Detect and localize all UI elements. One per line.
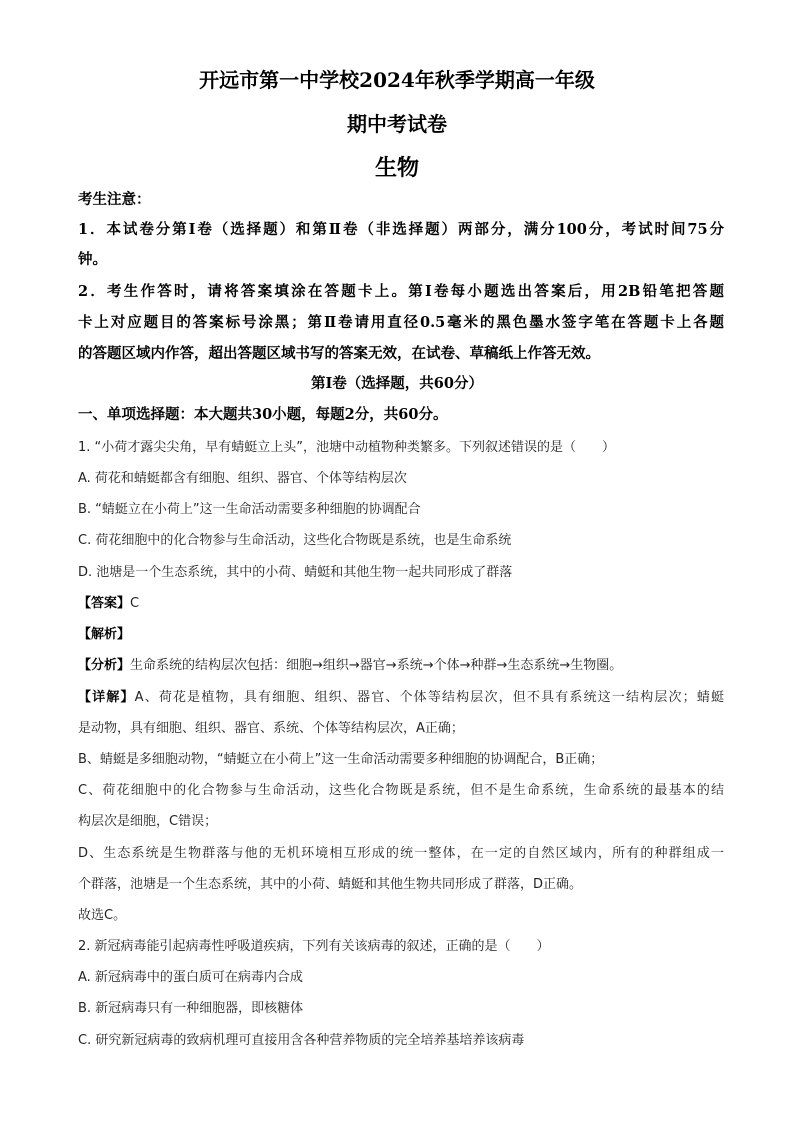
analysis-line (78, 625, 724, 645)
detail-d2: 个群落，池塘是一个生态系统，其中的小荷、蜻蜓和其他生物共同形成了群落，D正确。 (78, 877, 583, 892)
detail-line-a1 (78, 688, 724, 708)
question-2-option-a: A. 新冠病毒中的蛋白质可在病毒内合成 (78, 970, 303, 985)
question-1-option-d: D. 池塘是一个生态系统，其中的小荷、蜻蜓和其他生物一起共同形成了群落 (78, 565, 513, 580)
question-2-option-b: B. 新冠病毒只有一种细胞器，即核糖体 (78, 1001, 304, 1016)
question-1-option-c: C. 荷花细胞中的化合物参与生命活动，这些化合物既是系统，也是生命系统 (78, 533, 512, 548)
answer-line (78, 594, 724, 614)
notice-item-2-cont1: 卡上对应题目的答案标号涂黑；第Ⅱ卷请用直径0.5毫米的黑色墨水签字笔在答题卡上各题 (78, 314, 724, 331)
question-2-option-c: C. 研究新冠病毒的致病机理可直接用含各种营养物质的完全培养基培养该病毒 (78, 1033, 525, 1048)
detail-b: B、蜻蜓是多细胞动物，“蜻蜓立在小荷上”这一生命活动需要多种细胞的协调配合，B正确； (78, 752, 604, 767)
exam-title: 开远市第一中学校2024年秋季学期高一年级 (199, 68, 595, 92)
notice-item-1: 1．本试卷分第Ⅰ卷（选择题）和第Ⅱ卷（非选择题）两部分，满分100分，考试时间75分 (78, 221, 724, 238)
fenxi-tag: 【分析】 (78, 658, 131, 673)
analysis-tag: 【解析】 (78, 627, 131, 642)
question-1-stem: 1. “小荷才露尖尖角，早有蜻蜓立上头”，池塘中动植物种类繁多。下列叙述错误的是（ ） (78, 440, 616, 455)
notice-item-1-cont: 钟。 (78, 251, 107, 268)
fenxi-line (78, 656, 724, 676)
section-heading: 一、单项选择题：本大题共30小题，每题2分，共60分。 (78, 406, 448, 423)
question-1-option-b: B. “蜻蜓立在小荷上”这一生命活动需要多种细胞的协调配合 (78, 502, 421, 517)
exam-subtitle: 期中考试卷 (347, 112, 447, 136)
part1-title: 第Ⅰ卷（选择题，共60分） (311, 375, 483, 392)
notice-heading: 考生注意： (78, 191, 151, 208)
detail-a1: A、荷花是植物，具有细胞、组织、器官、个体等结构层次，但不具有系统这一结构层次；蜻蜓 (134, 690, 724, 705)
fenxi-text: 生命系统的结构层次包括：细胞→组织→器官→系统→个体→种群→生态系统→生物圈。 (130, 658, 623, 673)
detail-a2: 是动物，具有细胞、组织、器官、系统、个体等结构层次，A正确； (78, 721, 464, 736)
detail-tag: 【详解】 (78, 690, 135, 705)
detail-c1: C、荷花细胞中的化合物参与生命活动，这些化合物既是系统，但不是生命系统，生命系统的最基本的结 (78, 783, 724, 798)
question-2-stem: 2. 新冠病毒能引起病毒性呼吸道疾病，下列有关该病毒的叙述，正确的是（ ） (78, 939, 550, 954)
notice-item-2-cont2: 的答题区域内作答，超出答题区域书写的答案无效，在试卷、草稿纸上作答无效。 (78, 345, 600, 362)
notice-item-2: 2．考生作答时，请将答案填涂在答题卡上。第Ⅰ卷每小题选出答案后，用2B铅笔把答题 (78, 283, 724, 300)
subject-title: 生物 (374, 155, 419, 181)
detail-d1: D、生态系统是生物群落与他的无机环境相互形成的统一整体，在一定的自然区域内，所有的种群组成一 (78, 846, 724, 861)
question-1-option-a: A. 荷花和蜻蜓都含有细胞、组织、器官、个体等结构层次 (78, 471, 407, 486)
answer-value: C (130, 596, 140, 611)
answer-tag: 【答案】 (78, 596, 131, 611)
detail-c2: 构层次是细胞，C错误； (78, 814, 218, 829)
conclusion: 故选C。 (78, 908, 127, 923)
